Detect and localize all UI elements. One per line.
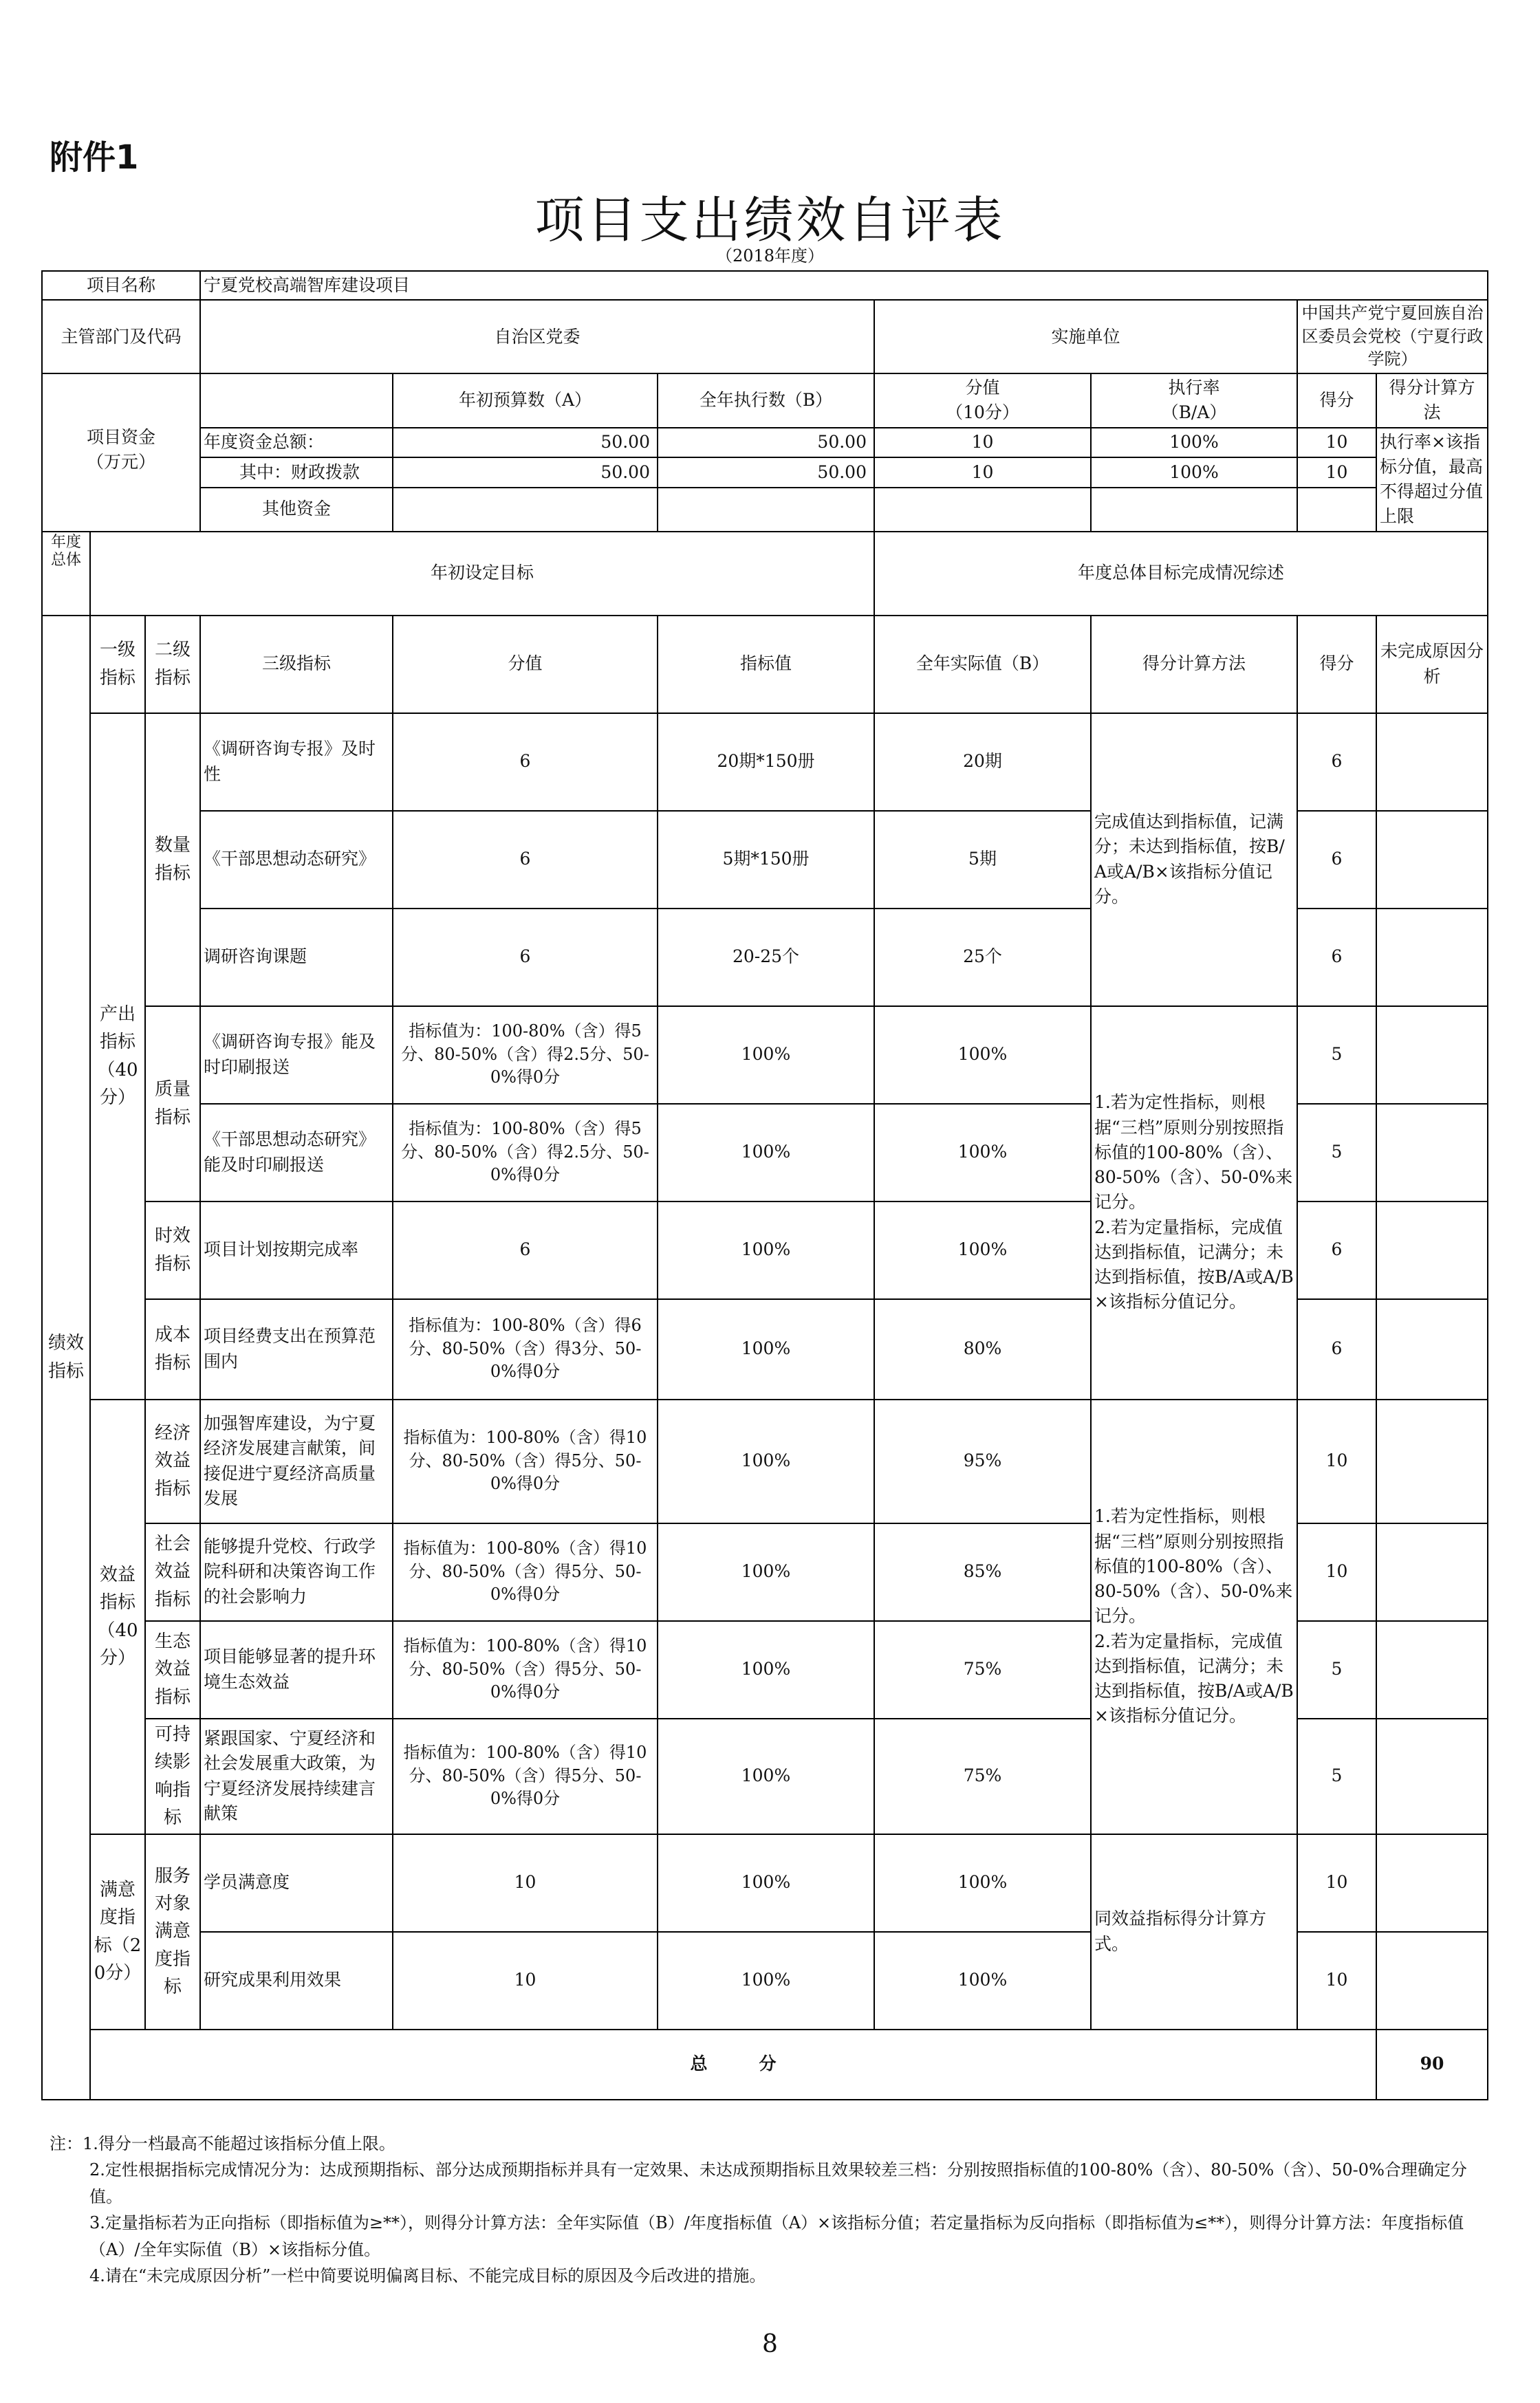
perf-header-level3: 三级指标: [200, 616, 393, 713]
score-value: 6: [393, 1202, 658, 1299]
year-label: （2018年度）: [715, 246, 825, 265]
actual-value: 95%: [874, 1400, 1091, 1523]
dept-label: 主管部门及代码: [42, 300, 200, 373]
funds-row-b: 50.00: [658, 457, 874, 488]
page-number: 8: [762, 2330, 778, 2358]
target-value: 100%: [658, 1719, 874, 1834]
funds-method: 执行率×该指标分值，最高不得超过分值上限: [1376, 428, 1488, 532]
score: 6: [1297, 811, 1376, 909]
score: 6: [1297, 1202, 1376, 1299]
impl-value: 中国共产党宁夏回族自治区委员会党校（宁夏行政学院）: [1297, 300, 1488, 373]
score-value: 10: [393, 1834, 658, 1932]
satisfaction-indicator-label: 满意度指标（20分）: [90, 1834, 145, 2030]
target-value: 100%: [658, 1400, 874, 1523]
level2-indicator: 可持续影响指标: [145, 1719, 200, 1834]
quality-indicator-label: 质量指标: [145, 1006, 200, 1202]
perf-header-score: 得分: [1297, 616, 1376, 713]
score-value: 指标值为：100-80%（含）得10分、80-50%（含）得5分、50-0%得0分: [393, 1523, 658, 1621]
dept-value: 自治区党委: [200, 300, 874, 373]
funds-row-score-value: 10: [874, 428, 1091, 458]
project-name-label: 项目名称: [42, 271, 200, 300]
notes: [50, 2131, 1487, 2289]
goals-initial: 年初设定目标: [90, 532, 874, 616]
reason: [1376, 1104, 1488, 1202]
timeliness-indicator-label: 时效指标: [145, 1202, 200, 1299]
note-item: 注：1.得分一档最高不能超过该指标分值上限。: [50, 2134, 395, 2153]
score-value: 6: [393, 909, 658, 1006]
reason: [1376, 1932, 1488, 2030]
note-item: 4.请在“未完成原因分析”一栏中简要说明偏离目标、不能完成目标的原因及今后改进的措施。: [89, 2265, 766, 2285]
reason: [1376, 1621, 1488, 1719]
score: 10: [1297, 1834, 1376, 1932]
perf-header-level2: 二级指标: [145, 616, 200, 713]
level3-indicator: 紧跟国家、宁夏经济和社会发展重大政策，为宁夏经济发展持续建言献策: [200, 1719, 393, 1834]
actual-value: 25个: [874, 909, 1091, 1006]
funds-header-score-value: 分值 （10分）: [874, 373, 1091, 428]
actual-value: 75%: [874, 1719, 1091, 1834]
score: 6: [1297, 713, 1376, 811]
funds-row-a: 50.00: [393, 457, 658, 488]
output-indicator-label: 产出指标（40分）: [90, 713, 145, 1400]
score: 5: [1297, 1006, 1376, 1104]
actual-value: 85%: [874, 1523, 1091, 1621]
level3-indicator: 能够提升党校、行政学院科研和决策咨询工作的社会影响力: [200, 1523, 393, 1621]
funds-row-score: 10: [1297, 457, 1376, 488]
actual-value: 20期: [874, 713, 1091, 811]
score: 10: [1297, 1400, 1376, 1523]
quantity-indicator-label: 数量指标: [145, 713, 200, 1006]
level3-indicator: 项目经费支出在预算范围内: [200, 1299, 393, 1400]
target-value: 100%: [658, 1006, 874, 1104]
level3-indicator: 《调研咨询专报》及时性: [200, 713, 393, 811]
funds-header-method: 得分计算方 法: [1376, 373, 1488, 428]
score-value: 6: [393, 811, 658, 909]
funds-row-a: 50.00: [393, 428, 658, 458]
score: 5: [1297, 1621, 1376, 1719]
score: 5: [1297, 1719, 1376, 1834]
target-value: 20期*150册: [658, 713, 874, 811]
funds-header-score: 得分: [1297, 373, 1376, 428]
funds-row-rate: 100%: [1091, 457, 1297, 488]
level2-indicator: 生态效益指标: [145, 1621, 200, 1719]
perf-header-level1: 一级指标: [90, 616, 145, 713]
funds-row-name: 其他资金: [200, 488, 393, 532]
score: 10: [1297, 1523, 1376, 1621]
level3-indicator: 项目能够显著的提升环境生态效益: [200, 1621, 393, 1719]
target-value: 20-25个: [658, 909, 874, 1006]
reason: [1376, 1834, 1488, 1932]
score-value: 指标值为：100-80%（含）得6分、80-50%（含）得3分、50-0%得0分: [393, 1299, 658, 1400]
level2-indicator: 服务对象满意度指标: [145, 1834, 200, 2030]
target-value: 5期*150册: [658, 811, 874, 909]
target-value: 100%: [658, 1523, 874, 1621]
funds-header-blank: [200, 373, 393, 428]
target-value: 100%: [658, 1834, 874, 1932]
score: 5: [1297, 1104, 1376, 1202]
funds-row-score-value: 10: [874, 457, 1091, 488]
score: 10: [1297, 1932, 1376, 2030]
score-value: 6: [393, 713, 658, 811]
score-value: 指标值为：100-80%（含）得5分、80-50%（含）得2.5分、50-0%得0分: [393, 1006, 658, 1104]
reason: [1376, 713, 1488, 811]
benefit-method: 1.若为定性指标，则根据“三档”原则分别按照指标值的100-80%（含）、80-50%（含）、50-0%来记分。 2.若为定量指标，完成值达到指标值，记满分；未达到指标值，按B/A或A/B×该指标分值记分。: [1091, 1400, 1297, 1834]
level2-indicator: 经济效益指标: [145, 1400, 200, 1523]
score-value: 指标值为：100-80%（含）得10分、80-50%（含）得5分、50-0%得0分: [393, 1400, 658, 1523]
reason: [1376, 909, 1488, 1006]
reason: [1376, 1523, 1488, 1621]
reason: [1376, 1400, 1488, 1523]
level3-indicator: 《干部思想动态研究》能及时印刷报送: [200, 1104, 393, 1202]
level3-indicator: 加强智库建设，为宁夏经济发展建言献策，间接促进宁夏经济高质量发展: [200, 1400, 393, 1523]
funds-row-name: 年度资金总额：: [200, 428, 393, 458]
funds-row-b: 50.00: [658, 428, 874, 458]
project-name-value: 宁夏党校高端智库建设项目: [200, 271, 1488, 300]
funds-row-score: [1297, 488, 1376, 532]
target-value: 100%: [658, 1299, 874, 1400]
reason: [1376, 1719, 1488, 1834]
perf-header-actual: 全年实际值（B）: [874, 616, 1091, 713]
actual-value: 100%: [874, 1834, 1091, 1932]
note-item: 2.定性根据指标完成情况分为：达成预期指标、部分达成预期指标并具有一定效果、未达成预期指标且效果较差三档：分别按照指标值的100-80%（含）、80-50%（含）、50-0%合理确定分值。: [89, 2160, 1467, 2206]
funds-row-a: [393, 488, 658, 532]
funds-row-score: 10: [1297, 428, 1376, 458]
reason: [1376, 1006, 1488, 1104]
target-value: 100%: [658, 1202, 874, 1299]
actual-value: 100%: [874, 1932, 1091, 2030]
impl-label: 实施单位: [874, 300, 1297, 373]
perf-label: 绩效指标: [42, 616, 90, 2100]
perf-header-method: 得分计算方法: [1091, 616, 1297, 713]
goals-label: 年度总体: [42, 532, 90, 616]
actual-value: 100%: [874, 1006, 1091, 1104]
reason: [1376, 811, 1488, 909]
level3-indicator: 调研咨询课题: [200, 909, 393, 1006]
level3-indicator: 《调研咨询专报》能及时印刷报送: [200, 1006, 393, 1104]
actual-value: 75%: [874, 1621, 1091, 1719]
level3-indicator: 学员满意度: [200, 1834, 393, 1932]
reason: [1376, 1202, 1488, 1299]
funds-header-a: 年初预算数（A）: [393, 373, 658, 428]
attachment-label: 附件1: [50, 138, 139, 177]
level2-indicator: 社会效益指标: [145, 1523, 200, 1621]
actual-value: 80%: [874, 1299, 1091, 1400]
funds-row-name: 其中：财政拨款: [200, 457, 393, 488]
funds-row-score-value: [874, 488, 1091, 532]
page-title: 项目支出绩效自评表: [534, 191, 1006, 249]
score-value: 10: [393, 1932, 658, 2030]
funds-header-rate: 执行率 （B/A）: [1091, 373, 1297, 428]
actual-value: 100%: [874, 1104, 1091, 1202]
score: 6: [1297, 909, 1376, 1006]
satisfaction-method: 同效益指标得分计算方式。: [1091, 1834, 1297, 2030]
score: 6: [1297, 1299, 1376, 1400]
actual-value: 100%: [874, 1202, 1091, 1299]
funds-header-b: 全年执行数（B）: [658, 373, 874, 428]
benefit-indicator-label: 效益指标（40分）: [90, 1400, 145, 1834]
total-score: 90: [1376, 2030, 1488, 2100]
funds-row-rate: [1091, 488, 1297, 532]
cost-indicator-label: 成本指标: [145, 1299, 200, 1400]
level3-indicator: 项目计划按期完成率: [200, 1202, 393, 1299]
funds-row-rate: 100%: [1091, 428, 1297, 458]
reason: [1376, 1299, 1488, 1400]
level3-indicator: 《干部思想动态研究》: [200, 811, 393, 909]
goals-summary: 年度总体目标完成情况综述: [874, 532, 1488, 616]
perf-header-reason: 未完成原因分析: [1376, 616, 1488, 713]
evaluation-table: [41, 270, 1488, 2100]
note-item: 3.定量指标若为正向指标（即指标值为≥**），则得分计算方法：全年实际值（B）/年度指标值（A）×该指标分值；若定量指标为反向指标（即指标值为≤**），则得分计算方法：年度指标值（A）/全年实际值（B）×该指标分值。: [89, 2213, 1464, 2259]
actual-value: 5期: [874, 811, 1091, 909]
funds-label: 项目资金 （万元）: [42, 373, 200, 532]
total-label: 总 分: [90, 2030, 1376, 2100]
funds-row-b: [658, 488, 874, 532]
perf-header-target: 指标值: [658, 616, 874, 713]
level3-indicator: 研究成果利用效果: [200, 1932, 393, 2030]
output-method: 1.若为定性指标，则根据“三档”原则分别按照指标值的100-80%（含）、80-50%（含）、50-0%来记分。 2.若为定量指标，完成值达到指标值，记满分；未达到指标值，按B/A或A/B×该指标分值记分。: [1091, 1006, 1297, 1400]
score-value: 指标值为：100-80%（含）得10分、80-50%（含）得5分、50-0%得0分: [393, 1719, 658, 1834]
perf-header-score-value: 分值: [393, 616, 658, 713]
target-value: 100%: [658, 1104, 874, 1202]
score-value: 指标值为：100-80%（含）得10分、80-50%（含）得5分、50-0%得0分: [393, 1621, 658, 1719]
target-value: 100%: [658, 1932, 874, 2030]
target-value: 100%: [658, 1621, 874, 1719]
score-value: 指标值为：100-80%（含）得5分、80-50%（含）得2.5分、50-0%得0分: [393, 1104, 658, 1202]
quantity-method: 完成值达到指标值，记满分；未达到指标值，按B/A或A/B×该指标分值记分。: [1091, 713, 1297, 1006]
